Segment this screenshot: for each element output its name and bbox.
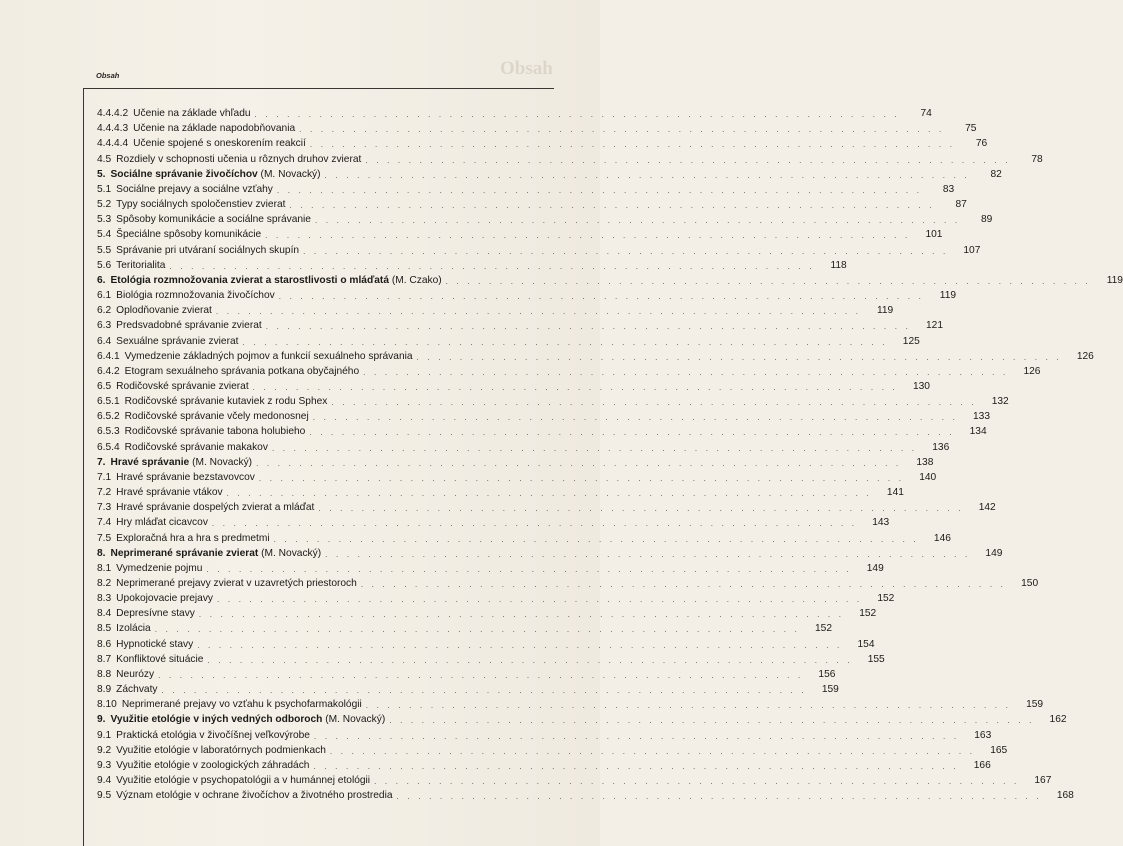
toc-entry-title-text: Hravé správanie dospelých zvierat a mláďat — [116, 502, 315, 514]
toc-entry — [97, 150, 1043, 165]
toc-entry-title-text: Rozdiely v schopnosti učenia u rôznych druhov zvierat — [116, 153, 362, 165]
toc-entry-title-text: Správanie pri utváraní sociálnych skupín — [116, 244, 300, 256]
dot-leader: . . . . . . . . . . . . . . . . . . . . . . . . . . . . . . . . . . . . . . . . . . . . . . . . . . . . . . . . . . . . — [276, 185, 923, 195]
toc-entry — [97, 166, 1002, 181]
toc-entry-title — [116, 608, 195, 620]
toc-entry — [97, 529, 951, 544]
toc-entry-title — [116, 684, 157, 696]
toc-entry-page: 119 — [1106, 274, 1123, 286]
toc-entry-number: 8.4 — [97, 608, 112, 620]
toc-entry-page: 83 — [942, 183, 955, 195]
dot-leader: . . . . . . . . . . . . . . . . . . . . . . . . . . . . . . . . . . . . . . . . . . . . . . . . . . . . . . . . . . . . — [265, 231, 911, 241]
toc-entry-number: 8.1 — [97, 562, 112, 574]
toc-entry-title-text: Typy sociálnych spoločenstiev zvierat — [116, 199, 286, 211]
toc-entry-title-text: Biológia rozmnožovania živočíchov — [116, 290, 275, 302]
dot-leader: . . . . . . . . . . . . . . . . . . . . . . . . . . . . . . . . . . . . . . . . . . . . . . . . . . . . . . . . . . . . — [374, 777, 1020, 787]
toc-entry-number: 9.1 — [97, 729, 112, 741]
toc-entry-title-text: Využitie etológie v laboratórnych podmienkach — [116, 744, 326, 756]
toc-entry-title — [116, 745, 326, 757]
toc-entry-title — [116, 623, 151, 635]
toc-entry — [97, 454, 934, 469]
toc-entry — [97, 590, 895, 605]
dot-leader: . . . . . . . . . . . . . . . . . . . . . . . . . . . . . . . . . . . . . . . . . . . . . . . . . . . . . . . . . . . . — [396, 792, 1042, 802]
toc-entry-title — [125, 396, 328, 408]
toc-entry-title — [122, 699, 362, 711]
toc-entry-title-text: Neprimerané správanie zvierat — [110, 547, 259, 559]
toc-entry-title-text: Praktická etológia v živočíšnej veľkovýrobe — [116, 729, 310, 741]
toc-entry-title — [116, 578, 357, 590]
toc-entry-title — [116, 154, 361, 166]
toc-entry-page: 152 — [859, 608, 877, 620]
toc-entry — [97, 620, 833, 635]
dot-leader: . . . . . . . . . . . . . . . . . . . . . . . . . . . . . . . . . . . . . . . . . . . . . . . . . . . . . . . . . . . . — [365, 155, 1011, 165]
toc-entry-number: 6.3 — [97, 320, 112, 332]
toc-entry-page: 167 — [1034, 775, 1052, 787]
table-of-contents — [97, 105, 1123, 802]
toc-entry — [97, 181, 955, 196]
toc-entry-number: 5.4 — [97, 229, 112, 241]
dot-leader: . . . . . . . . . . . . . . . . . . . . . . . . . . . . . . . . . . . . . . . . . . . . . . . . . . . . . . . . . . . . — [226, 489, 872, 499]
toc-entry — [97, 772, 1052, 787]
dot-leader: . . . . . . . . . . . . . . . . . . . . . . . . . . . . . . . . . . . . . . . . . . . . . . . . . . . . . . . . . . . . — [217, 595, 863, 605]
toc-entry — [97, 560, 884, 575]
toc-entry-number: 7. — [97, 456, 106, 468]
toc-entry-number: 4.5 — [97, 153, 112, 165]
toc-entry-title — [111, 457, 253, 469]
toc-entry-page: 118 — [830, 259, 847, 271]
dot-leader: . . . . . . . . . . . . . . . . . . . . . . . . . . . . . . . . . . . . . . . . . . . . . . . . . . . . . . . . . . . . — [242, 337, 888, 347]
bleed-through-text: Obsah — [500, 58, 553, 79]
toc-entry-title-text: Využitie etológie v zoologických záhradách — [116, 759, 310, 771]
toc-entry — [97, 120, 977, 135]
toc-entry-number: 9. — [97, 714, 106, 726]
toc-entry-title — [116, 760, 309, 772]
toc-entry-number: 5.5 — [97, 244, 112, 256]
toc-entry — [97, 408, 991, 423]
toc-entry-title-text: Záchvaty — [116, 684, 158, 696]
toc-entry — [97, 696, 1044, 711]
toc-entry-title-text: Oplodňovanie zvierat — [116, 305, 212, 317]
toc-entry-page: 89 — [980, 214, 993, 226]
toc-entry — [97, 438, 950, 453]
toc-entry-page: 136 — [932, 441, 950, 453]
toc-entry-page: 162 — [1049, 714, 1067, 726]
toc-entry-page: 138 — [916, 456, 934, 468]
toc-entry-title — [111, 169, 321, 181]
toc-entry-page: 159 — [821, 684, 839, 696]
dot-leader: . . . . . . . . . . . . . . . . . . . . . . . . . . . . . . . . . . . . . . . . . . . . . . . . . . . . . . . . . . . . — [329, 746, 976, 756]
toc-entry-title-text: Hypnotické stavy — [116, 638, 194, 650]
toc-entry-page: 125 — [902, 335, 920, 347]
toc-entry-page: 152 — [815, 623, 833, 635]
dot-leader: . . . . . . . . . . . . . . . . . . . . . . . . . . . . . . . . . . . . . . . . . . . . . . . . . . . . . . . . . . . . — [365, 701, 1012, 711]
toc-entry-page: 133 — [973, 411, 991, 423]
dot-leader: . . . . . . . . . . . . . . . . . . . . . . . . . . . . . . . . . . . . . . . . . . . . . . . . . . . . . . . . . . . . — [278, 292, 925, 302]
toc-entry-page: 155 — [867, 653, 885, 665]
toc-entry — [97, 757, 991, 772]
toc-entry-title — [125, 426, 306, 438]
toc-entry — [97, 241, 981, 256]
toc-entry-title-text: Sociálne prejavy a sociálne vzťahy — [116, 183, 273, 195]
toc-entry-title — [116, 290, 275, 302]
toc-entry-page: 149 — [985, 547, 1003, 559]
toc-entry-page: 166 — [973, 759, 991, 771]
toc-entry-title-text: Význam etológie v ochrane živočíchov a životného prostredia — [116, 790, 393, 802]
toc-entry — [97, 423, 987, 438]
toc-entry-title — [116, 305, 212, 317]
toc-entry-number: 4.4.4.2 — [97, 108, 129, 120]
dot-leader: . . . . . . . . . . . . . . . . . . . . . . . . . . . . . . . . . . . . . . . . . . . . . . . . . . . . . . . . . . . . — [303, 246, 949, 256]
toc-entry-author: (M. Czako) — [389, 274, 442, 286]
toc-entry-number: 6.5 — [97, 380, 112, 392]
toc-entry-page: 142 — [978, 502, 996, 514]
toc-entry-number: 5.1 — [97, 183, 112, 195]
toc-entry-number: 9.2 — [97, 744, 112, 756]
toc-entry-page: 154 — [857, 638, 875, 650]
toc-entry — [97, 666, 836, 681]
toc-entry-title — [111, 714, 386, 726]
toc-entry-number: 9.5 — [97, 790, 112, 802]
dot-leader: . . . . . . . . . . . . . . . . . . . . . . . . . . . . . . . . . . . . . . . . . . . . . . . . . . . . . . . . . . . . — [265, 322, 912, 332]
toc-entry-title-text: Učenie spojené s oneskorením reakcií — [133, 138, 306, 150]
dot-leader: . . . . . . . . . . . . . . . . . . . . . . . . . . . . . . . . . . . . . . . . . . . . . . . . . . . . . . . . . . . . — [313, 731, 960, 741]
toc-entry-number: 6.4.1 — [97, 350, 120, 362]
toc-entry-number: 6. — [97, 274, 106, 286]
dot-leader: . . . . . . . . . . . . . . . . . . . . . . . . . . . . . . . . . . . . . . . . . . . . . . . . . . . . . . . . . . . . — [254, 110, 900, 120]
toc-entry-title-text: Hravé správanie bezstavovcov — [116, 471, 255, 483]
dot-leader: . . . . . . . . . . . . . . . . . . . . . . . . . . . . . . . . . . . . . . . . . . . . . . . . . . . . . . . . . . . . — [360, 580, 1007, 589]
toc-entry-number: 8.8 — [97, 668, 112, 680]
toc-entry-title — [116, 639, 193, 651]
dot-leader: . . . . . . . . . . . . . . . . . . . . . . . . . . . . . . . . . . . . . . . . . . . . . . . . . . . . . . . . . . . . — [252, 382, 898, 392]
dot-leader: . . . . . . . . . . . . . . . . . . . . . . . . . . . . . . . . . . . . . . . . . . . . . . . . . . . . . . . . . . . . — [273, 534, 919, 544]
toc-entry-page: 119 — [876, 305, 894, 317]
toc-entry-title-text: Hry mláďat cicavcov — [116, 517, 208, 529]
toc-entry-number: 8. — [97, 547, 106, 559]
toc-entry — [97, 484, 904, 499]
toc-entry-title-text: Vymedzenie pojmu — [116, 562, 203, 574]
toc-entry-title — [133, 108, 250, 120]
toc-entry-author: (M. Novacký) — [189, 456, 253, 468]
toc-entry — [97, 681, 839, 696]
dot-leader: . . . . . . . . . . . . . . . . . . . . . . . . . . . . . . . . . . . . . . . . . . . . . . . . . . . . . . . . . . . . — [158, 670, 804, 680]
toc-entry-title-text: Využitie etológie v psychopatológii a v humánnej etológii — [116, 775, 371, 787]
toc-entry-number: 8.7 — [97, 653, 112, 665]
toc-entry-title — [111, 275, 442, 287]
toc-entry-page: 156 — [818, 668, 836, 680]
toc-entry — [97, 605, 877, 620]
toc-entry-number: 9.3 — [97, 759, 112, 771]
toc-entry — [97, 105, 932, 120]
header-rule — [84, 88, 554, 89]
toc-entry-number: 4.4.4.3 — [97, 123, 129, 135]
toc-entry-title-text: Izolácia — [116, 623, 151, 635]
toc-entry-number: 6.5.3 — [97, 426, 120, 438]
toc-entry-title-text: Depresívne stavy — [116, 608, 195, 620]
toc-entry-page: 74 — [920, 108, 932, 120]
toc-entry — [97, 378, 930, 393]
toc-entry — [97, 711, 1067, 726]
dot-leader: . . . . . . . . . . . . . . . . . . . . . . . . . . . . . . . . . . . . . . . . . . . . . . . . . . . . . . . . . . . . — [363, 367, 1009, 377]
toc-entry-title — [116, 199, 285, 211]
toc-entry-title-text: Upokojovacie prejavy — [116, 593, 214, 605]
toc-entry-title — [116, 320, 262, 332]
toc-entry-title — [116, 775, 370, 787]
dot-leader: . . . . . . . . . . . . . . . . . . . . . . . . . . . . . . . . . . . . . . . . . . . . . . . . . . . . . . . . . . . . — [215, 307, 862, 317]
dot-leader: . . . . . . . . . . . . . . . . . . . . . . . . . . . . . . . . . . . . . . . . . . . . . . . . . . . . . . . . . . . . — [207, 655, 853, 665]
toc-entry-title-text: Sociálne správanie živočíchov — [110, 168, 258, 180]
toc-entry-page: 119 — [939, 290, 957, 302]
toc-entry-title-text: Exploračná hra a hra s predmetmi — [116, 532, 270, 544]
dot-leader: . . . . . . . . . . . . . . . . . . . . . . . . . . . . . . . . . . . . . . . . . . . . . . . . . . . . . . . . . . . . — [161, 686, 807, 696]
dot-leader: . . . . . . . . . . . . . . . . . . . . . . . . . . . . . . . . . . . . . . . . . . . . . . . . . . . . . . . . . . . . — [314, 216, 961, 226]
dot-leader: . . . . . . . . . . . . . . . . . . . . . . . . . . . . . . . . . . . . . . . . . . . . . . . . . . . . . . . . . . . . — [324, 170, 970, 180]
toc-entry-title-text: Hravé správanie vtákov — [116, 487, 223, 499]
toc-entry-title — [116, 533, 269, 545]
dot-leader: . . . . . . . . . . . . . . . . . . . . . . . . . . . . . . . . . . . . . . . . . . . . . . . . . . . . . . . . . . . . — [154, 625, 801, 635]
toc-entry-number: 6.4.2 — [97, 365, 120, 377]
toc-entry-title — [133, 138, 306, 150]
dot-leader: . . . . . . . . . . . . . . . . . . . . . . . . . . . . . . . . . . . . . . . . . . . . . . . . . . . . . . . . . . . . — [309, 428, 955, 438]
toc-entry-title-text: Neprimerané prejavy zvierat v uzavretých priestoroch — [116, 578, 357, 589]
toc-entry-number: 8.10 — [97, 699, 117, 711]
toc-entry-title-text: Rodičovské správanie kutaviek z rodu Sphex — [124, 396, 328, 408]
toc-entry-title-text: Učenie na základe vhľadu — [133, 108, 251, 120]
toc-entry-page: 163 — [974, 729, 992, 741]
toc-entry — [97, 135, 988, 150]
toc-entry-title-text: Neprimerané prejavy vo vzťahu k psychofarmakológii — [121, 699, 362, 711]
toc-entry — [97, 787, 1074, 802]
toc-entry-number: 6.5.1 — [97, 396, 120, 408]
toc-entry-title — [125, 351, 413, 363]
toc-entry — [97, 317, 944, 332]
toc-entry-title — [116, 184, 273, 196]
dot-leader: . . . . . . . . . . . . . . . . . . . . . . . . . . . . . . . . . . . . . . . . . . . . . . . . . . . . . . . . . . . . — [211, 519, 858, 529]
dot-leader: . . . . . . . . . . . . . . . . . . . . . . . . . . . . . . . . . . . . . . . . . . . . . . . . . . . . . . . . . . . . — [313, 761, 959, 771]
toc-entry — [97, 348, 1094, 363]
toc-entry-page: 168 — [1056, 790, 1074, 802]
toc-entry-title-text: Špeciálne spôsoby komunikácie — [116, 229, 262, 241]
toc-entry-number: 4.4.4.4 — [97, 138, 129, 150]
toc-entry — [97, 575, 1039, 590]
toc-entry — [97, 545, 1003, 560]
dot-leader: . . . . . . . . . . . . . . . . . . . . . . . . . . . . . . . . . . . . . . . . . . . . . . . . . . . . . . . . . . . . — [331, 398, 977, 408]
toc-entry — [97, 393, 1009, 408]
toc-entry — [97, 726, 992, 741]
toc-entry — [97, 211, 993, 226]
toc-entry-title — [116, 669, 154, 681]
dot-leader: . . . . . . . . . . . . . . . . . . . . . . . . . . . . . . . . . . . . . . . . . . . . . . . . . . . . . . . . . . . . — [169, 261, 815, 271]
toc-entry — [97, 469, 937, 484]
toc-entry-page: 165 — [990, 744, 1008, 756]
toc-entry-number: 6.4 — [97, 335, 112, 347]
toc-entry-title-text: Teritorialita — [116, 259, 166, 271]
dot-leader: . . . . . . . . . . . . . . . . . . . . . . . . . . . . . . . . . . . . . . . . . . . . . . . . . . . . . . . . . . . . — [271, 443, 918, 453]
toc-entry-number: 9.4 — [97, 775, 112, 787]
toc-entry-title-text: Rodičovské správanie makakov — [124, 441, 268, 453]
toc-entry-title-text: Spôsoby komunikácie a sociálne správanie — [116, 214, 311, 226]
toc-entry-title — [116, 790, 392, 802]
toc-entry-number: 6.5.4 — [97, 441, 120, 453]
toc-entry-title-text: Rodičovské správanie zvierat — [116, 380, 249, 392]
toc-entry-page: 78 — [1031, 153, 1043, 165]
toc-entry — [97, 363, 1041, 378]
toc-entry-page: 126 — [1076, 350, 1094, 362]
toc-entry-title — [116, 593, 213, 605]
toc-entry-number: 8.6 — [97, 638, 112, 650]
toc-entry-number: 8.3 — [97, 593, 112, 605]
toc-entry-author: (M. Novacký) — [257, 168, 321, 180]
toc-entry-title — [125, 366, 359, 378]
toc-entry-page: 121 — [926, 320, 944, 332]
toc-entry-page: 146 — [933, 532, 951, 544]
toc-entry-title-text: Využitie etológie v iných vedných odboroch — [110, 714, 323, 726]
toc-entry-title-text: Vymedzenie základných pojmov a funkcií sexuálneho správania — [124, 350, 413, 362]
toc-entry-title — [116, 654, 203, 666]
toc-entry-number: 8.2 — [97, 578, 112, 589]
toc-entry-title — [125, 411, 309, 423]
toc-entry-number: 7.1 — [97, 471, 112, 483]
toc-entry-title — [116, 487, 222, 499]
toc-entry-title-text: Rodičovské správanie tabona holubieho — [124, 426, 306, 438]
toc-entry-page: 141 — [886, 487, 904, 499]
toc-entry-title-text: Sexuálne správanie zvierat — [116, 335, 239, 347]
toc-entry-title-text: Neurózy — [116, 668, 155, 680]
toc-entry-title — [116, 245, 299, 257]
toc-entry-title-text: Hravé správanie — [110, 456, 190, 468]
toc-entry-page: 159 — [1026, 699, 1044, 711]
toc-entry-title-text: Etológia rozmnožovania zvierat a starostlivosti o mláďatá — [110, 274, 389, 286]
toc-entry — [97, 302, 894, 317]
running-header: Obsah — [96, 71, 120, 80]
toc-entry-title — [116, 563, 202, 575]
dot-leader: . . . . . . . . . . . . . . . . . . . . . . . . . . . . . . . . . . . . . . . . . . . . . . . . . . . . . . . . . . . . — [206, 564, 852, 574]
toc-entry-page: 150 — [1021, 578, 1039, 589]
dot-leader: . . . . . . . . . . . . . . . . . . . . . . . . . . . . . . . . . . . . . . . . . . . . . . . . . . . . . . . . . . . . — [325, 549, 971, 559]
toc-entry-title — [125, 442, 268, 454]
toc-entry-author: (M. Novacký) — [258, 547, 322, 559]
toc-entry-title — [116, 381, 249, 393]
toc-entry-title-text: Učenie na základe napodobňovania — [133, 123, 296, 135]
toc-entry-title-text: Predsvadobné správanie zvierat — [116, 320, 262, 332]
dot-leader: . . . . . . . . . . . . . . . . . . . . . . . . . . . . . . . . . . . . . . . . . . . . . . . . . . . . . . . . . . . . — [309, 140, 956, 150]
dot-leader: . . . . . . . . . . . . . . . . . . . . . . . . . . . . . . . . . . . . . . . . . . . . . . . . . . . . . . . . . . . . — [445, 276, 1091, 286]
toc-entry-number: 5.6 — [97, 259, 112, 271]
toc-entry-number: 6.5.2 — [97, 411, 120, 423]
toc-entry-number: 6.1 — [97, 290, 112, 302]
toc-entry — [97, 332, 920, 347]
dot-leader: . . . . . . . . . . . . . . . . . . . . . . . . . . . . . . . . . . . . . . . . . . . . . . . . . . . . . . . . . . . . — [389, 716, 1035, 726]
toc-entry-number: 8.9 — [97, 684, 112, 696]
toc-entry — [97, 287, 957, 302]
toc-entry — [97, 651, 885, 666]
toc-entry-number: 7.3 — [97, 502, 112, 514]
toc-entry-page: 130 — [912, 380, 930, 392]
toc-entry-number: 5.3 — [97, 214, 112, 226]
toc-entry-page: 76 — [975, 138, 988, 150]
toc-entry — [97, 196, 967, 211]
dot-leader: . . . . . . . . . . . . . . . . . . . . . . . . . . . . . . . . . . . . . . . . . . . . . . . . . . . . . . . . . . . . — [256, 458, 902, 468]
toc-entry — [97, 499, 996, 514]
toc-entry-title — [116, 730, 310, 742]
toc-entry-number: 7.5 — [97, 532, 112, 544]
toc-entry-page: 152 — [877, 593, 895, 605]
dot-leader: . . . . . . . . . . . . . . . . . . . . . . . . . . . . . . . . . . . . . . . . . . . . . . . . . . . . . . . . . . . . — [289, 201, 935, 211]
toc-entry-number: 7.4 — [97, 517, 112, 529]
toc-entry-author: (M. Novacký) — [322, 714, 386, 726]
margin-rule — [83, 88, 84, 846]
toc-entry — [97, 272, 1123, 287]
toc-entry-number: 5.2 — [97, 199, 112, 211]
toc-entry-title-text: Rodičovské správanie včely medonosnej — [124, 411, 309, 423]
toc-entry-number: 7.2 — [97, 487, 112, 499]
toc-entry-page: 132 — [991, 396, 1009, 408]
toc-entry-title — [116, 214, 311, 226]
toc-entry-page: 87 — [955, 199, 967, 211]
toc-entry-number: 6.2 — [97, 305, 112, 317]
dot-leader: . . . . . . . . . . . . . . . . . . . . . . . . . . . . . . . . . . . . . . . . . . . . . . . . . . . . . . . . . . . . — [198, 610, 845, 620]
toc-entry-title-text: Konfliktové situácie — [116, 653, 204, 665]
dot-leader: . . . . . . . . . . . . . . . . . . . . . . . . . . . . . . . . . . . . . . . . . . . . . . . . . . . . . . . . . . . . — [197, 640, 843, 650]
toc-entry-title — [116, 472, 255, 484]
dot-leader: . . . . . . . . . . . . . . . . . . . . . . . . . . . . . . . . . . . . . . . . . . . . . . . . . . . . . . . . . . . . — [312, 413, 959, 423]
toc-entry-page: 134 — [969, 426, 987, 438]
toc-entry-title-text: Etogram sexuálneho správania potkana obyčajného — [124, 365, 360, 377]
dot-leader: . . . . . . . . . . . . . . . . . . . . . . . . . . . . . . . . . . . . . . . . . . . . . . . . . . . . . . . . . . . . — [318, 504, 964, 514]
toc-entry-title — [116, 260, 165, 272]
toc-entry-number: 5. — [97, 168, 106, 180]
dot-leader: . . . . . . . . . . . . . . . . . . . . . . . . . . . . . . . . . . . . . . . . . . . . . . . . . . . . . . . . . . . . — [299, 125, 945, 135]
toc-entry — [97, 742, 1008, 757]
toc-entry — [97, 257, 847, 272]
toc-entry-title — [133, 123, 295, 135]
toc-entry-title — [116, 336, 238, 348]
toc-entry-title — [116, 229, 261, 241]
dot-leader: . . . . . . . . . . . . . . . . . . . . . . . . . . . . . . . . . . . . . . . . . . . . . . . . . . . . . . . . . . . . — [258, 473, 905, 483]
toc-entry-page: 75 — [965, 123, 977, 135]
toc-entry — [97, 226, 943, 241]
toc-entry-page: 149 — [866, 562, 884, 574]
toc-entry-title — [116, 517, 208, 529]
toc-entry — [97, 635, 875, 650]
toc-entry-title — [116, 502, 314, 514]
toc-entry-page: 143 — [872, 517, 890, 529]
toc-entry-number: 8.5 — [97, 623, 112, 635]
toc-entry-page: 101 — [925, 229, 943, 241]
toc-entry-title — [111, 548, 322, 560]
dot-leader: . . . . . . . . . . . . . . . . . . . . . . . . . . . . . . . . . . . . . . . . . . . . . . . . . . . . . . . . . . . . — [416, 352, 1062, 362]
toc-entry-page: 107 — [963, 244, 981, 256]
toc-entry — [97, 514, 890, 529]
toc-entry-page: 82 — [990, 168, 1002, 180]
toc-entry-page: 126 — [1023, 365, 1041, 377]
toc-entry-page: 140 — [919, 471, 937, 483]
